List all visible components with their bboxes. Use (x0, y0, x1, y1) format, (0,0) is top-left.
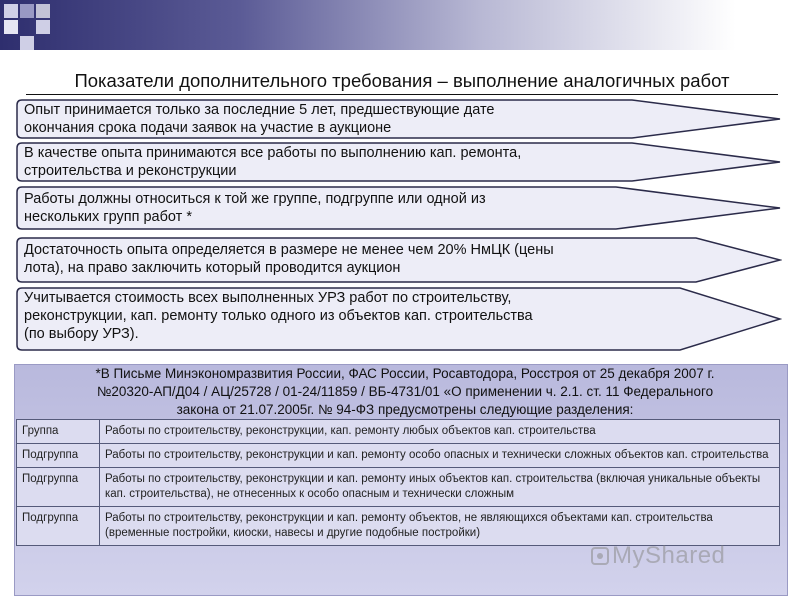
arrow-item-line: (по выбору УРЗ). (24, 326, 139, 342)
arrow-item-line: реконструкции, кап. ремонту только одного из объектов кап. строительства (24, 308, 533, 324)
table-cell-key: Подгруппа (17, 468, 100, 507)
arrow-item-text (24, 144, 704, 180)
footnote-line: №20320-АП/Д04 / АЦ/25728 / 01-24/11859 / ВБ-4731/01 «О применении ч. 2.1. ст. 11 Федерального (96, 384, 714, 399)
arrow-item-line: лота), на право заключить который проводится аукцион (24, 260, 401, 276)
table-row (17, 507, 780, 546)
arrow-item-line: Достаточность опыта определяется в размере не менее чем 20% НмЦК (цены (24, 242, 554, 258)
decor-square (36, 20, 50, 34)
arrow-item-text (24, 190, 704, 226)
table-cell-value: Работы по строительству, реконструкции и кап. ремонту иных объектов кап. строительства (включая уникальные объекты кап. строительства), не отнесенных к особо опасным и технически сложным (100, 468, 780, 507)
decor-square (4, 4, 18, 18)
table-cell-value: Работы по строительству, реконструкции и кап. ремонту объектов, не являющихся объектами кап. строительства (временные постройки, киоски, навесы и другие подобные постройки) (100, 507, 780, 546)
footnote-line: *В Письме Минэкономразвития России, ФАС России, Росавтодора, Росстроя от 25 декабря 2007 г. (95, 366, 715, 381)
arrow-item-line: Работы должны относиться к той же группе, подгруппе или одной из (24, 191, 486, 207)
table-row (17, 444, 780, 468)
arrow-item-text (24, 101, 704, 137)
header-band (0, 0, 800, 50)
arrow-item-line: Учитывается стоимость всех выполненных УРЗ работ по строительству, (24, 290, 512, 306)
arrow-item-3 (16, 186, 782, 230)
decor-square (20, 36, 34, 50)
decor-square (36, 4, 50, 18)
table-cell-value: Работы по строительству, реконструкции и кап. ремонту особо опасных и технически сложных объектов кап. строительства (100, 444, 780, 468)
arrow-item-line: строительства и реконструкции (24, 163, 237, 179)
watermark-icon (590, 546, 610, 566)
slide-title: Показатели дополнительного требования – выполнение аналогичных работ (26, 70, 778, 95)
arrow-item-line: В качестве опыта принимаются все работы по выполнению кап. ремонта, (24, 145, 522, 161)
table-row (17, 468, 780, 507)
footnote-line: закона от 21.07.2005г. № 94-ФЗ предусмотрены следующие разделения: (176, 402, 634, 417)
arrow-item-line: нескольких групп работ * (24, 209, 192, 225)
arrow-item-text (24, 241, 704, 277)
arrow-item-5 (16, 287, 782, 351)
arrow-item-line: Опыт принимается только за последние 5 лет, предшествующие дате (24, 102, 495, 118)
decor-square (20, 4, 34, 18)
watermark: MyShared (612, 542, 726, 569)
arrow-item-text (24, 289, 704, 343)
arrow-item-1 (16, 99, 782, 139)
table-cell-value: Работы по строительству, реконструкции, кап. ремонту любых объектов кап. строительства (100, 420, 780, 444)
table-cell-key: Подгруппа (17, 444, 100, 468)
arrow-item-line: окончания срока подачи заявок на участие в аукционе (24, 120, 392, 136)
table-cell-key: Подгруппа (17, 507, 100, 546)
footnote-text (35, 365, 775, 419)
table-cell-key: Группа (17, 420, 100, 444)
arrow-item-2 (16, 142, 782, 182)
arrow-item-4 (16, 237, 782, 283)
decor-square (4, 20, 18, 34)
table-row (17, 420, 780, 444)
work-groups-table (16, 419, 780, 546)
